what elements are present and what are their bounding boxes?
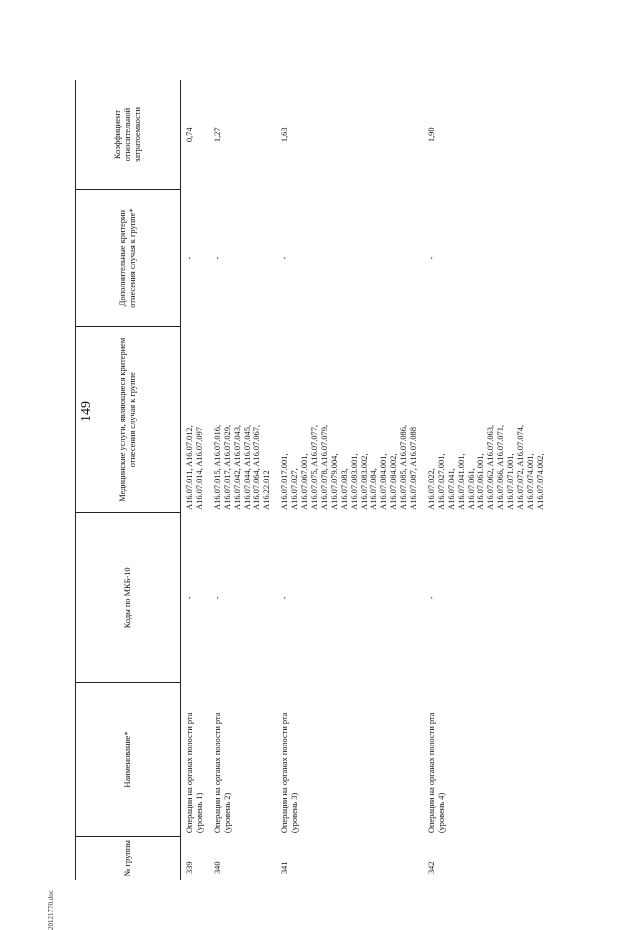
- service-line: A16.07.044, A16.07.045,: [242, 424, 252, 510]
- additional-criteria: -: [212, 256, 222, 260]
- service-line: A16.07.014, A16.07.097: [194, 427, 204, 510]
- rotated-content: [47, 80, 575, 930]
- service-line: A16.07.083.002,: [359, 453, 369, 510]
- service-line: A16.07.083.001,: [349, 453, 359, 510]
- medical-services: [423, 327, 550, 513]
- group-number: 341: [280, 861, 290, 874]
- header-coefficient: Коэффициент относительной затратоемкости: [76, 80, 181, 190]
- service-line: A16.07.011, A16.07.012,: [185, 425, 194, 510]
- service-line: A16.07.062, A16.07.063,: [486, 424, 496, 510]
- service-line: A16.07.087, A16.07.088: [409, 427, 419, 510]
- service-line: A16.07.083,: [339, 468, 349, 510]
- table-row: [423, 80, 550, 880]
- table-row: [181, 80, 209, 880]
- service-line: A16.07.084,: [369, 468, 379, 510]
- coefficient: 1,63: [280, 127, 290, 143]
- service-line: A16.07.042, A16.07.043,: [232, 424, 242, 510]
- service-line: A16.07.064, A16.07.067,: [252, 424, 262, 510]
- service-line: A16.07.041.001,: [456, 453, 466, 510]
- group-number: 340: [212, 861, 222, 874]
- service-line: A16.07.061,: [466, 468, 476, 510]
- service-line: A16.07.027.001,: [436, 453, 446, 510]
- service-line: A16.07.075, A16.07.077,: [309, 424, 319, 510]
- service-line: A16.07.084.002,: [389, 453, 399, 510]
- service-line: A16.07.067.001,: [300, 453, 310, 510]
- table-header-row: [76, 80, 181, 880]
- group-number: 339: [185, 861, 194, 874]
- service-line: A16.07.061.001,: [476, 453, 486, 510]
- service-line: A16.07.074.002,: [535, 453, 545, 510]
- header-medical-services: Медицинские услуги, являющиеся критерием отнесения случая к группе: [76, 327, 181, 513]
- service-line: A16.07.022,: [426, 468, 436, 510]
- icd-codes: -: [212, 596, 222, 600]
- table-row: [276, 80, 423, 880]
- group-name: Операции на органах полости рта (уровень 4): [426, 712, 446, 834]
- additional-criteria: -: [426, 256, 436, 260]
- additional-criteria: -: [185, 256, 194, 260]
- service-line: A16.07.079.004,: [329, 453, 339, 510]
- service-line: A16.07.072, A16.07.074,: [516, 424, 526, 510]
- service-line: A16.07.078, A16.07.079,: [319, 424, 329, 510]
- service-line: A16.07.066, A16.07.071,: [496, 424, 506, 510]
- service-line: A16.07.017.001,: [280, 453, 290, 510]
- additional-criteria: -: [280, 256, 290, 260]
- service-line: A16.07.084.001,: [379, 453, 389, 510]
- header-group-number: № группы: [76, 836, 181, 880]
- footer-filename: 20121770.doc: [47, 890, 55, 930]
- service-line: A16.07.085, A16.07.086,: [399, 424, 409, 510]
- group-number: 342: [426, 861, 436, 874]
- coefficient: 1,90: [426, 127, 436, 143]
- header-additional-criteria: Дополнительные критерии отнесения случая к группе*: [76, 190, 181, 327]
- icd-codes: -: [280, 596, 290, 600]
- medical-services: [181, 327, 209, 513]
- tariff-table: [75, 80, 550, 880]
- group-name: Операции на органах полости рта (уровень 1): [185, 712, 204, 834]
- group-name: Операции на органах полости рта (уровень 3): [280, 712, 300, 834]
- icd-codes: -: [426, 596, 436, 600]
- service-line: A16.07.027,: [290, 468, 300, 510]
- page-number: 149: [79, 401, 94, 422]
- header-icd-codes: Коды по МКБ-10: [76, 513, 181, 683]
- service-line: A16.07.017, A16.07.029,: [222, 424, 232, 510]
- service-line: A16.07.074.001,: [526, 453, 535, 510]
- service-line: A16.07.071.001,: [506, 453, 516, 510]
- coefficient: 0,74: [185, 127, 194, 143]
- service-line: A16.22.012: [262, 470, 272, 510]
- group-name: Операции на органах полости рта (уровень 2): [212, 712, 232, 834]
- coefficient: 1,27: [212, 127, 222, 143]
- service-line: A16.07.015, A16.07.016,: [212, 424, 222, 510]
- medical-services: [209, 327, 276, 513]
- table-row: [209, 80, 276, 880]
- icd-codes: -: [185, 596, 194, 600]
- header-name: Наименование*: [76, 683, 181, 836]
- service-line: A16.07.041,: [446, 468, 456, 510]
- medical-services: [276, 327, 423, 513]
